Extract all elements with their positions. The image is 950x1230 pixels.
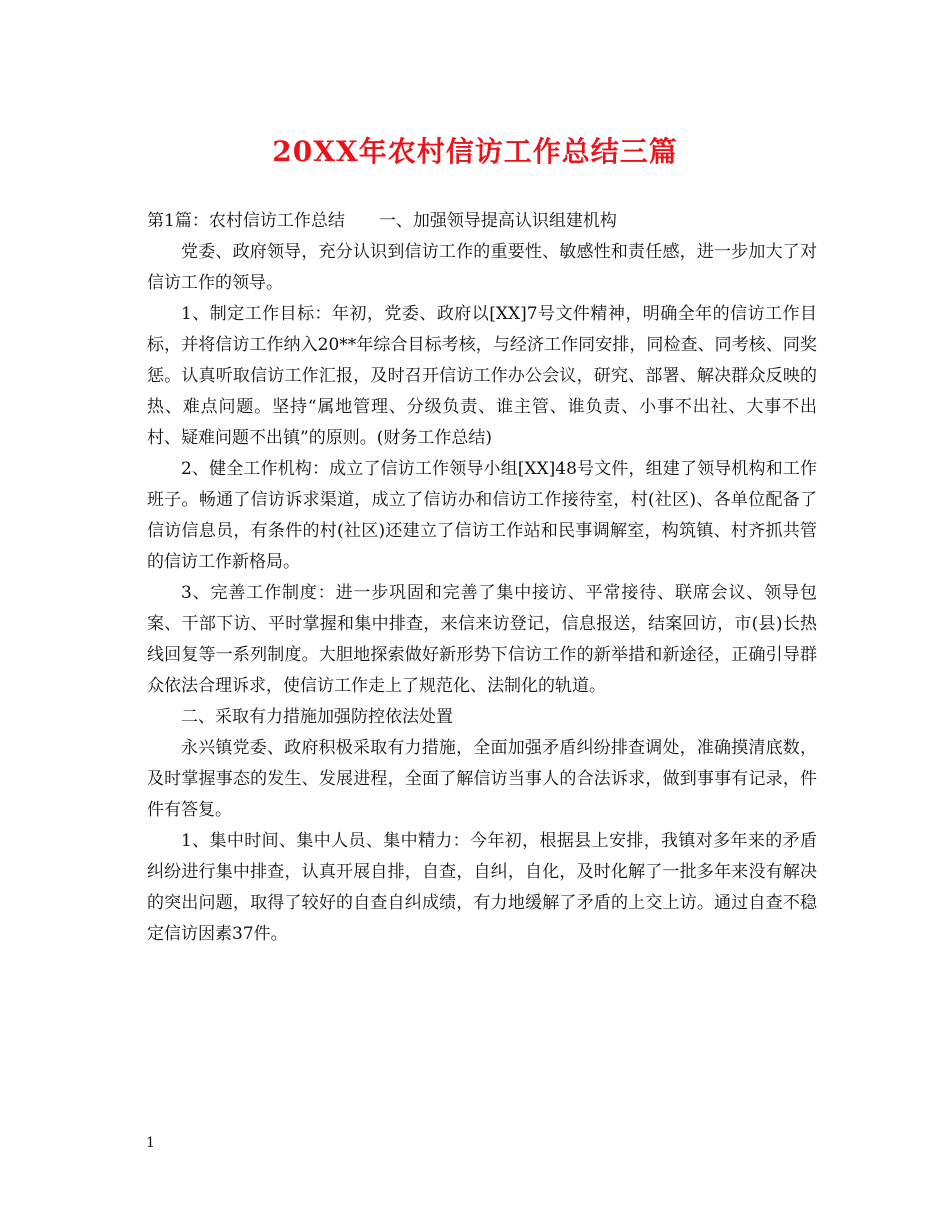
paragraph: 1、制定工作目标：年初，党委、政府以[XX]7号文件精神，明确全年的信访工作目标，并将信访工作纳入20**年综合目标考核，与经济工作同安排，同检查、同考核、同奖惩。认真听取信访工作汇报，及时召开信访工作办公会议，研究、部署、解决群众反映的热、难点问题。坚持“属地管理、分级负责、谁主管、谁负责、小事不出社、大事不出村、疑难问题不出镇”的原则。(财务工作总结) xyxy=(147,304,817,448)
page-number: 1 xyxy=(146,1135,155,1151)
document-body xyxy=(147,206,817,950)
section-heading: 二、采取有力措施加强防控依法处置 xyxy=(181,707,453,727)
paragraph: 党委、政府领导，充分认识到信访工作的重要性、敏感性和责任感，进一步加大了对信访工作的领导。 xyxy=(147,242,817,293)
paragraph: 永兴镇党委、政府积极采取有力措施，全面加强矛盾纠纷排查调处，准确摸清底数，及时掌握事态的发生、发展进程，全面了解信访当事人的合法诉求，做到事事有记录，件件有答复。 xyxy=(147,738,817,820)
paragraph: 3、完善工作制度：进一步巩固和完善了集中接访、平常接待、联席会议、领导包案、干部下访、平时掌握和集中排查，来信来访登记，信息报送，结案回访，市(县)长热线回复等一系列制度。大胆地探索做好新形势下信访工作的新举措和新途径，正确引导群众依法合理诉求，使信访工作走上了规范化、法制化的轨道。 xyxy=(147,583,817,696)
paragraph: 1、集中时间、集中人员、集中精力：今年初，根据县上安排，我镇对多年来的矛盾纠纷进行集中排查，认真开展自排，自查，自纠，自化，及时化解了一批多年来没有解决的突出问题，取得了较好的自查自纠成绩，有力地缓解了矛盾的上交上访。通过自查不稳定信访因素37件。 xyxy=(147,831,817,944)
paragraph: 2、健全工作机构：成立了信访工作领导小组[XX]48号文件，组建了领导机构和工作班子。畅通了信访诉求渠道，成立了信访办和信访工作接待室，村(社区)、各单位配备了信访信息员，有条件的村(社区)还建立了信访工作站和民事调解室，构筑镇、村齐抓共管的信访工作新格局。 xyxy=(147,459,817,572)
section-heading-line: 第1篇：农村信访工作总结 一、加强领导提高认识组建机构 xyxy=(147,211,617,231)
document-title: 20XX年农村信访工作总结三篇 xyxy=(272,135,678,168)
